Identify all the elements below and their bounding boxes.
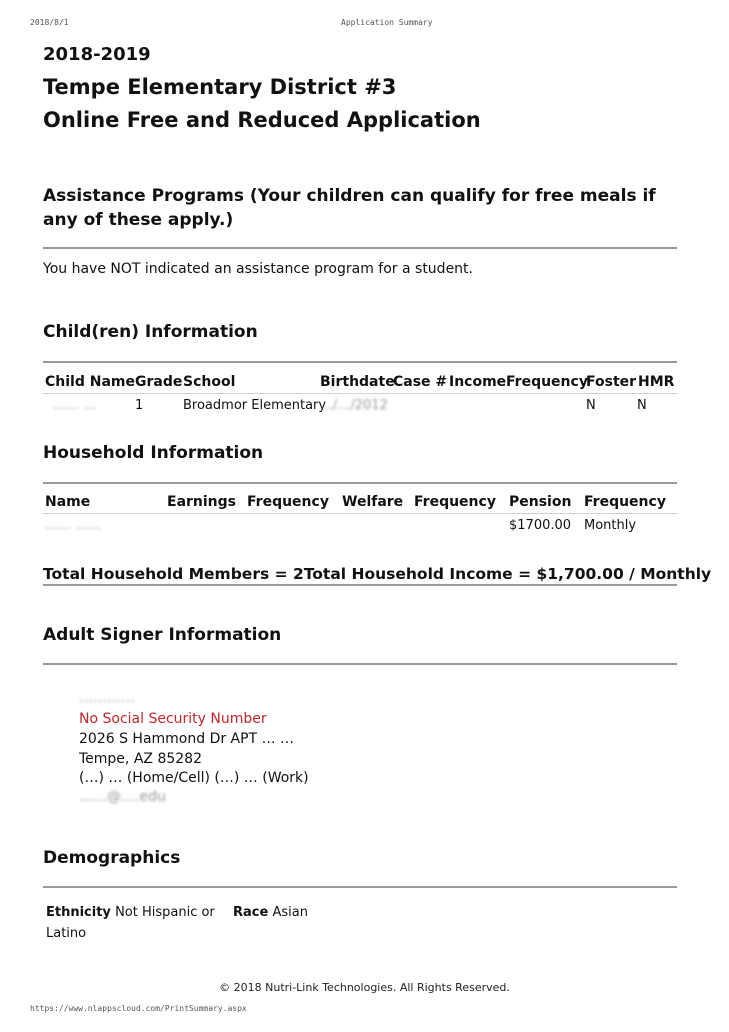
col-frequency: Frequency	[506, 374, 588, 390]
signer-email: ……@….edu	[79, 789, 166, 805]
race-label: Race	[233, 905, 269, 920]
signer-name: …………	[79, 690, 135, 706]
total-income: Total Household Income = $1,700.00 / Monthly	[303, 565, 712, 583]
col-earnings: Earnings	[167, 494, 237, 510]
ethnicity	[46, 902, 216, 944]
print-date: 2018/8/1	[30, 18, 69, 27]
child-school: Broadmor Elementary	[183, 398, 327, 413]
col-school: School	[183, 374, 236, 390]
assistance-section-title: Assistance Programs (Your children can qualify for free meals if any of these apply.)	[43, 186, 656, 230]
row-divider	[43, 393, 677, 394]
demographics-section-title: Demographics	[43, 848, 181, 868]
application-title: Online Free and Reduced Application	[43, 108, 481, 132]
total-members: Total Household Members = 2	[43, 565, 304, 583]
divider	[43, 663, 677, 665]
divider	[43, 886, 677, 888]
race-value: Asian	[272, 905, 308, 920]
col-name: Name	[45, 494, 91, 510]
divider	[43, 247, 677, 249]
child-name: …… …	[53, 398, 97, 413]
col-income: Income	[449, 374, 507, 390]
school-year: 2018-2019	[43, 44, 151, 65]
ethnicity-value: Not Hispanic or Latino	[46, 905, 215, 941]
signer-phones: (…) … (Home/Cell) (…) … (Work)	[79, 770, 309, 786]
print-title: Application Summary	[341, 18, 433, 27]
row-divider	[43, 513, 677, 514]
household-section-title: Household Information	[43, 443, 264, 463]
signer-ssn: No Social Security Number	[79, 711, 267, 727]
children-section-title: Child(ren) Information	[43, 322, 258, 342]
col-earnings-frequency: Frequency	[247, 494, 329, 510]
col-foster: Foster	[586, 374, 637, 390]
race	[233, 902, 308, 923]
ethnicity-label: Ethnicity	[46, 905, 111, 920]
col-hmr: HMR	[638, 374, 675, 390]
divider	[43, 361, 677, 363]
signer-city: Tempe, AZ 85282	[79, 751, 202, 767]
member-name: …… ……	[45, 518, 102, 533]
col-case: Case #	[393, 374, 448, 390]
district-name: Tempe Elementary District #3	[43, 75, 397, 99]
signer-address: 2026 S Hammond Dr APT … …	[79, 731, 295, 747]
col-pension-frequency: Frequency	[584, 494, 666, 510]
col-child-name: Child Name	[45, 374, 135, 390]
signer-section-title: Adult Signer Information	[43, 625, 282, 645]
child-grade: 1	[135, 398, 144, 413]
col-pension: Pension	[509, 494, 572, 510]
household-totals	[43, 562, 711, 586]
assistance-message: You have NOT indicated an assistance program for a student.	[43, 261, 473, 277]
divider	[43, 584, 677, 586]
member-pension-frequency: Monthly	[584, 518, 637, 533]
child-hmr: N	[637, 398, 647, 413]
print-url: https://www.nlappscloud.com/PrintSummary.aspx	[30, 1004, 247, 1013]
col-welfare: Welfare	[342, 494, 404, 510]
child-foster: N	[586, 398, 596, 413]
child-birthdate: …/…/2012	[320, 398, 388, 413]
col-birthdate: Birthdate	[320, 374, 395, 390]
col-welfare-frequency: Frequency	[414, 494, 496, 510]
member-pension: $1700.00	[509, 518, 572, 533]
col-grade: Grade	[135, 374, 183, 390]
divider	[43, 482, 677, 484]
copyright: © 2018 Nutri-Link Technologies. All Rights Reserved.	[219, 981, 510, 994]
